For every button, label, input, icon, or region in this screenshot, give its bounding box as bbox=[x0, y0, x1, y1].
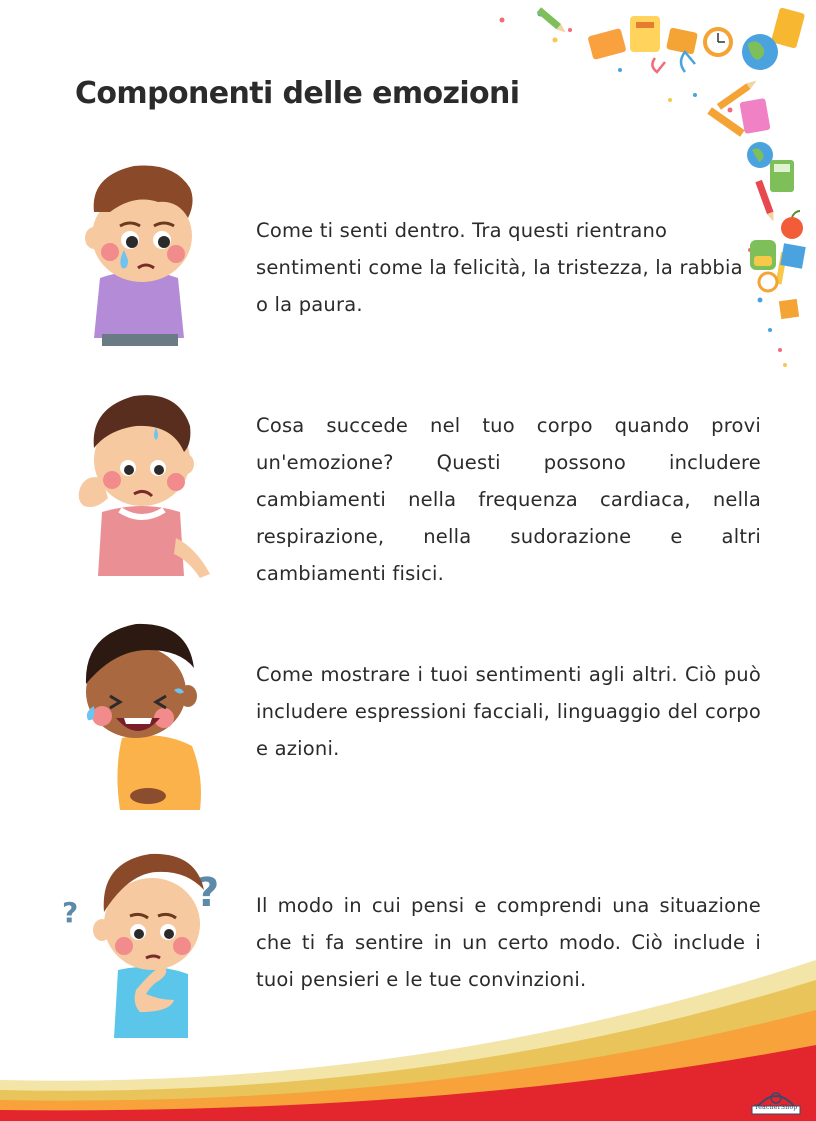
section-2-text: Cosa succede nel tuo corpo quando provi un'emozione? Questi possono includere cambiamenti nella frequenza cardiaca, nella respirazione, nella sudorazione e altri cambiamenti fisici. bbox=[256, 414, 761, 585]
worried-sweating-boy-icon bbox=[72, 388, 216, 578]
sad-crying-boy-icon bbox=[80, 158, 210, 348]
section-1-text: Come ti senti dentro. Tra questi rientrano sentimenti come la felicità, la tristezza, la rabbia o la paura. bbox=[256, 219, 743, 316]
svg-text:?: ? bbox=[62, 896, 79, 929]
publisher-logo-text: TeacherShop bbox=[754, 1104, 798, 1111]
section-3-text: Come mostrare i tuoi sentimenti agli altri. Ciò può includere espressioni facciali, linguaggio del corpo e azioni. bbox=[256, 663, 761, 760]
section-4-text: Il modo in cui pensi e comprendi una situazione che ti fa sentire in un certo modo. Ciò include i tuoi pensieri e le tue convinzioni. bbox=[256, 894, 761, 991]
page-title: Componenti delle emozioni bbox=[75, 76, 520, 111]
svg-text:?: ? bbox=[196, 870, 220, 916]
school-supplies-decoration-icon bbox=[480, 0, 816, 380]
footer-swoosh-decoration bbox=[0, 950, 816, 1121]
publisher-logo-icon bbox=[748, 1086, 804, 1118]
laughing-boy-icon bbox=[76, 620, 208, 810]
